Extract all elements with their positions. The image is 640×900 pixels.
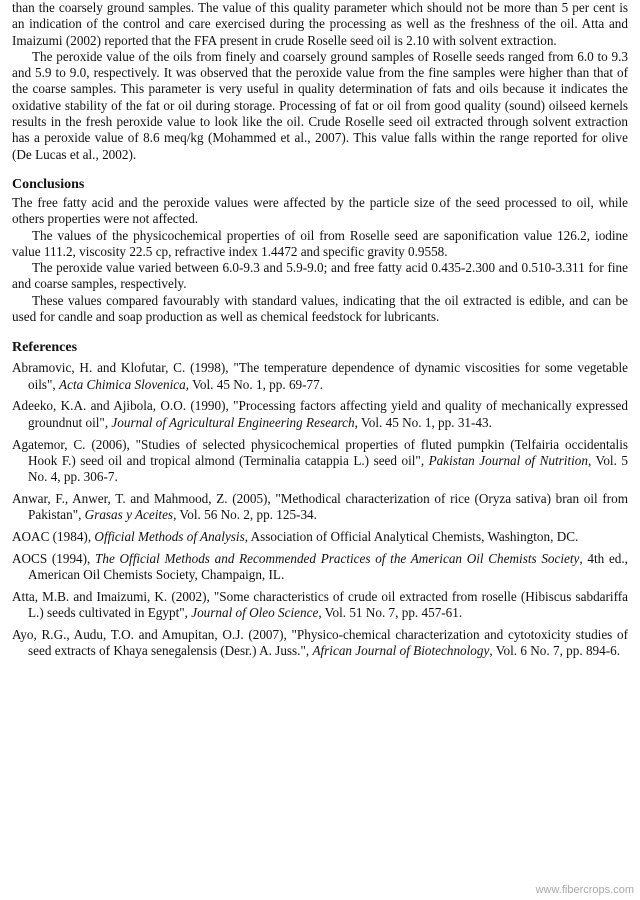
body-paragraph-peroxide: The peroxide value of the oils from finely and coarsely ground samples of Roselle seeds ranged from 6.0 to 9.3 and 5.9 to 9.0, respectively. It was observed that the peroxide value from the fine samples were higher than that of the coarse samples. This parameter is very useful in quality determination of fats and oils because it indicates the oxidative stability of the fat or oil during storage. Processing of fat or oil from good quality (sound) oilseed kernels results in the fresh peroxide value to look like the oil. Crude Roselle seed oil extracted through solvent extraction has a peroxide value of 8.6 meq/kg (Mohammed et al., 2007). This value falls within the range reported for olive (De Lucas et al., 2002). (12, 48, 628, 162)
body-paragraph-ffa: than the coarsely ground samples. The value of this quality parameter which should not be more than 5 per cent is an indication of the control and care exercised during the processing as well as the freshness of the oil. Atta and Imaizumi (2002) reported that the FFA present in crude Roselle seed oil is 2.10 with solvent extraction. (12, 0, 628, 48)
reference-item: Atta, M.B. and Imaizumi, K. (2002), "Some characteristics of crude oil extracted from roselle (Hibiscus sabdariffa L.) seeds cultivated in Egypt", Journal of Oleo Science, Vol. 51 No. 7, pp. 457-61. (12, 588, 628, 621)
conclusion-paragraph-4: These values compared favourably with standard values, indicating that the oil extracted is edible, and can be used for candle and soap production as well as chemical feedstock for lubricants. (12, 292, 628, 325)
reference-journal: Pakistan Journal of Nutrition (428, 452, 588, 468)
reference-journal: The Official Methods and Recommended Practices of the American Oil Chemists Society (95, 550, 580, 566)
conclusion-paragraph-2: The values of the physicochemical properties of oil from Roselle seed are saponification value 126.2, iodine value 111.2, viscosity 22.5 cp, refractive index 1.4472 and specific gravity 0.9558. (12, 227, 628, 259)
article-page (12, 0, 628, 665)
reference-journal: Official Methods of Analysis (94, 529, 245, 545)
reference-item: Ayo, R.G., Audu, T.O. and Amupitan, O.J. (2007), "Physico-chemical characterization and cytotoxicity studies of seed extracts of Khaya senegalensis (Desr.) A. Juss.", African Journal of Biotechnology, Vol. 6 No. 7, pp. 894-6. (12, 627, 628, 659)
references-heading: References (12, 340, 78, 356)
reference-journal: Journal of Agricultural Engineering Research (111, 414, 355, 430)
reference-item: Agatemor, C. (2006), "Studies of selected physicochemical properties of fluted pumpkin (Telfairia occidentalis Hook F.) seed oil and tropical almond (Terminalia catappia L.) seed oil", Pakistan Journal of Nutrition, Vol. 5 No. 4, pp. 306-7. (12, 436, 628, 485)
conclusions-heading: Conclusions (12, 176, 85, 192)
reference-item: AOAC (1984), Official Methods of Analysis, Association of Official Analytical Chemists, Washington, DC. (12, 529, 579, 545)
reference-item: Abramovic, H. and Klofutar, C. (1998), "The temperature dependence of dynamic viscosities for some vegetable oils", Acta Chimica Slovenica, Vol. 45 No. 1, pp. 69-77. (12, 360, 628, 392)
reference-journal: African Journal of Biotechnology (312, 643, 490, 659)
reference-item: Adeeko, K.A. and Ajibola, O.O. (1990), "Processing factors affecting yield and quality of mechanically expressed groundnut oil", Journal of Agricultural Engineering Research, Vol. 45 No. 1, pp. 31-43. (12, 398, 628, 430)
reference-journal: Grasas y Aceites (84, 507, 174, 523)
reference-journal: Acta Chimica Slovenica (59, 376, 186, 392)
reference-journal: Journal of Oleo Science (191, 605, 319, 621)
site-watermark: www.fibercrops.com (535, 884, 634, 896)
conclusion-paragraph-3: The peroxide value varied between 6.0-9.3 and 5.9-9.0; and free fatty acid 0.435-2.300 and 0.510-3.311 for fine and coarse samples, respectively. (12, 260, 628, 292)
reference-item: AOCS (1994), The Official Methods and Recommended Practices of the American Oil Chemists Society, 4th ed., American Oil Chemists Society, Champaign, IL. (12, 550, 628, 583)
reference-item: Anwar, F., Anwer, T. and Mahmood, Z. (2005), "Methodical characterization of rice (Oryza sativa) bran oil from Pakistan", Grasas y Aceites, Vol. 56 No. 2, pp. 125-34. (12, 490, 628, 523)
conclusion-paragraph-1: The free fatty acid and the peroxide values were affected by the particle size of the seed processed to oil, while others properties were not affected. (12, 194, 628, 227)
reference-list (12, 360, 628, 659)
